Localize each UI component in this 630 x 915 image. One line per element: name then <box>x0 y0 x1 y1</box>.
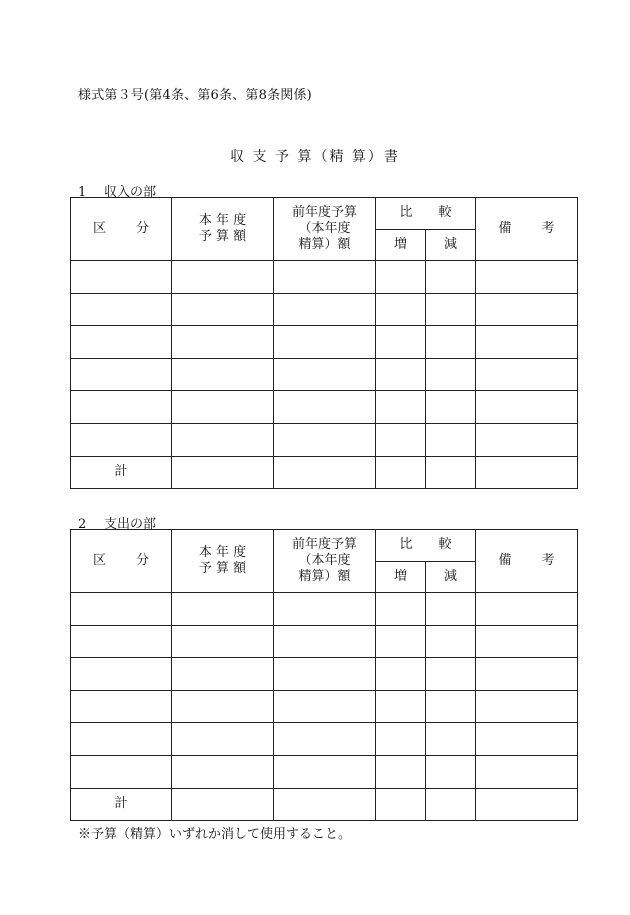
header-previous-budget: 前年度予算 （本年度 精算）額 <box>274 198 376 261</box>
table-row <box>71 593 578 626</box>
section-number: 1 <box>78 185 87 200</box>
total-label: 計 <box>71 456 172 489</box>
table-row <box>71 690 578 723</box>
table-row <box>71 723 578 756</box>
footnote: ※予算（精算）いずれか消して使用すること。 <box>78 827 352 842</box>
total-row <box>71 788 578 821</box>
header-comparison: 比 較 <box>376 530 476 562</box>
header-increase: 増 <box>376 562 426 593</box>
header-decrease: 減 <box>426 230 476 261</box>
header-comparison: 比 較 <box>376 198 476 230</box>
header-remarks: 備 考 <box>476 198 578 261</box>
header-current-budget: 本 年 度 予 算 額 <box>172 530 274 593</box>
table-row <box>71 658 578 691</box>
header-category: 区 分 <box>71 198 172 261</box>
table-row <box>71 755 578 788</box>
header-increase: 増 <box>376 230 426 261</box>
header-current-budget: 本 年 度 予 算 額 <box>172 198 274 261</box>
table-row <box>71 423 578 456</box>
form-number: 様式第３号(第4条、第6条、第8条関係) <box>78 88 312 103</box>
income-table <box>70 197 578 489</box>
header-decrease: 減 <box>426 562 476 593</box>
section-label: 支出の部 <box>104 517 157 532</box>
section-label: 収入の部 <box>104 185 157 200</box>
section-number: 2 <box>78 517 87 532</box>
table-row <box>71 293 578 326</box>
header-category: 区 分 <box>71 530 172 593</box>
table-row <box>71 261 578 294</box>
table-row <box>71 625 578 658</box>
table-row <box>71 326 578 359</box>
document-title: 収 支 予 算（精 算）書 <box>230 149 400 165</box>
header-previous-budget: 前年度予算 （本年度 精算）額 <box>274 530 376 593</box>
total-label: 計 <box>71 788 172 821</box>
total-row <box>71 456 578 489</box>
table-row <box>71 391 578 424</box>
expense-table <box>70 529 578 821</box>
header-remarks: 備 考 <box>476 530 578 593</box>
table-row <box>71 358 578 391</box>
